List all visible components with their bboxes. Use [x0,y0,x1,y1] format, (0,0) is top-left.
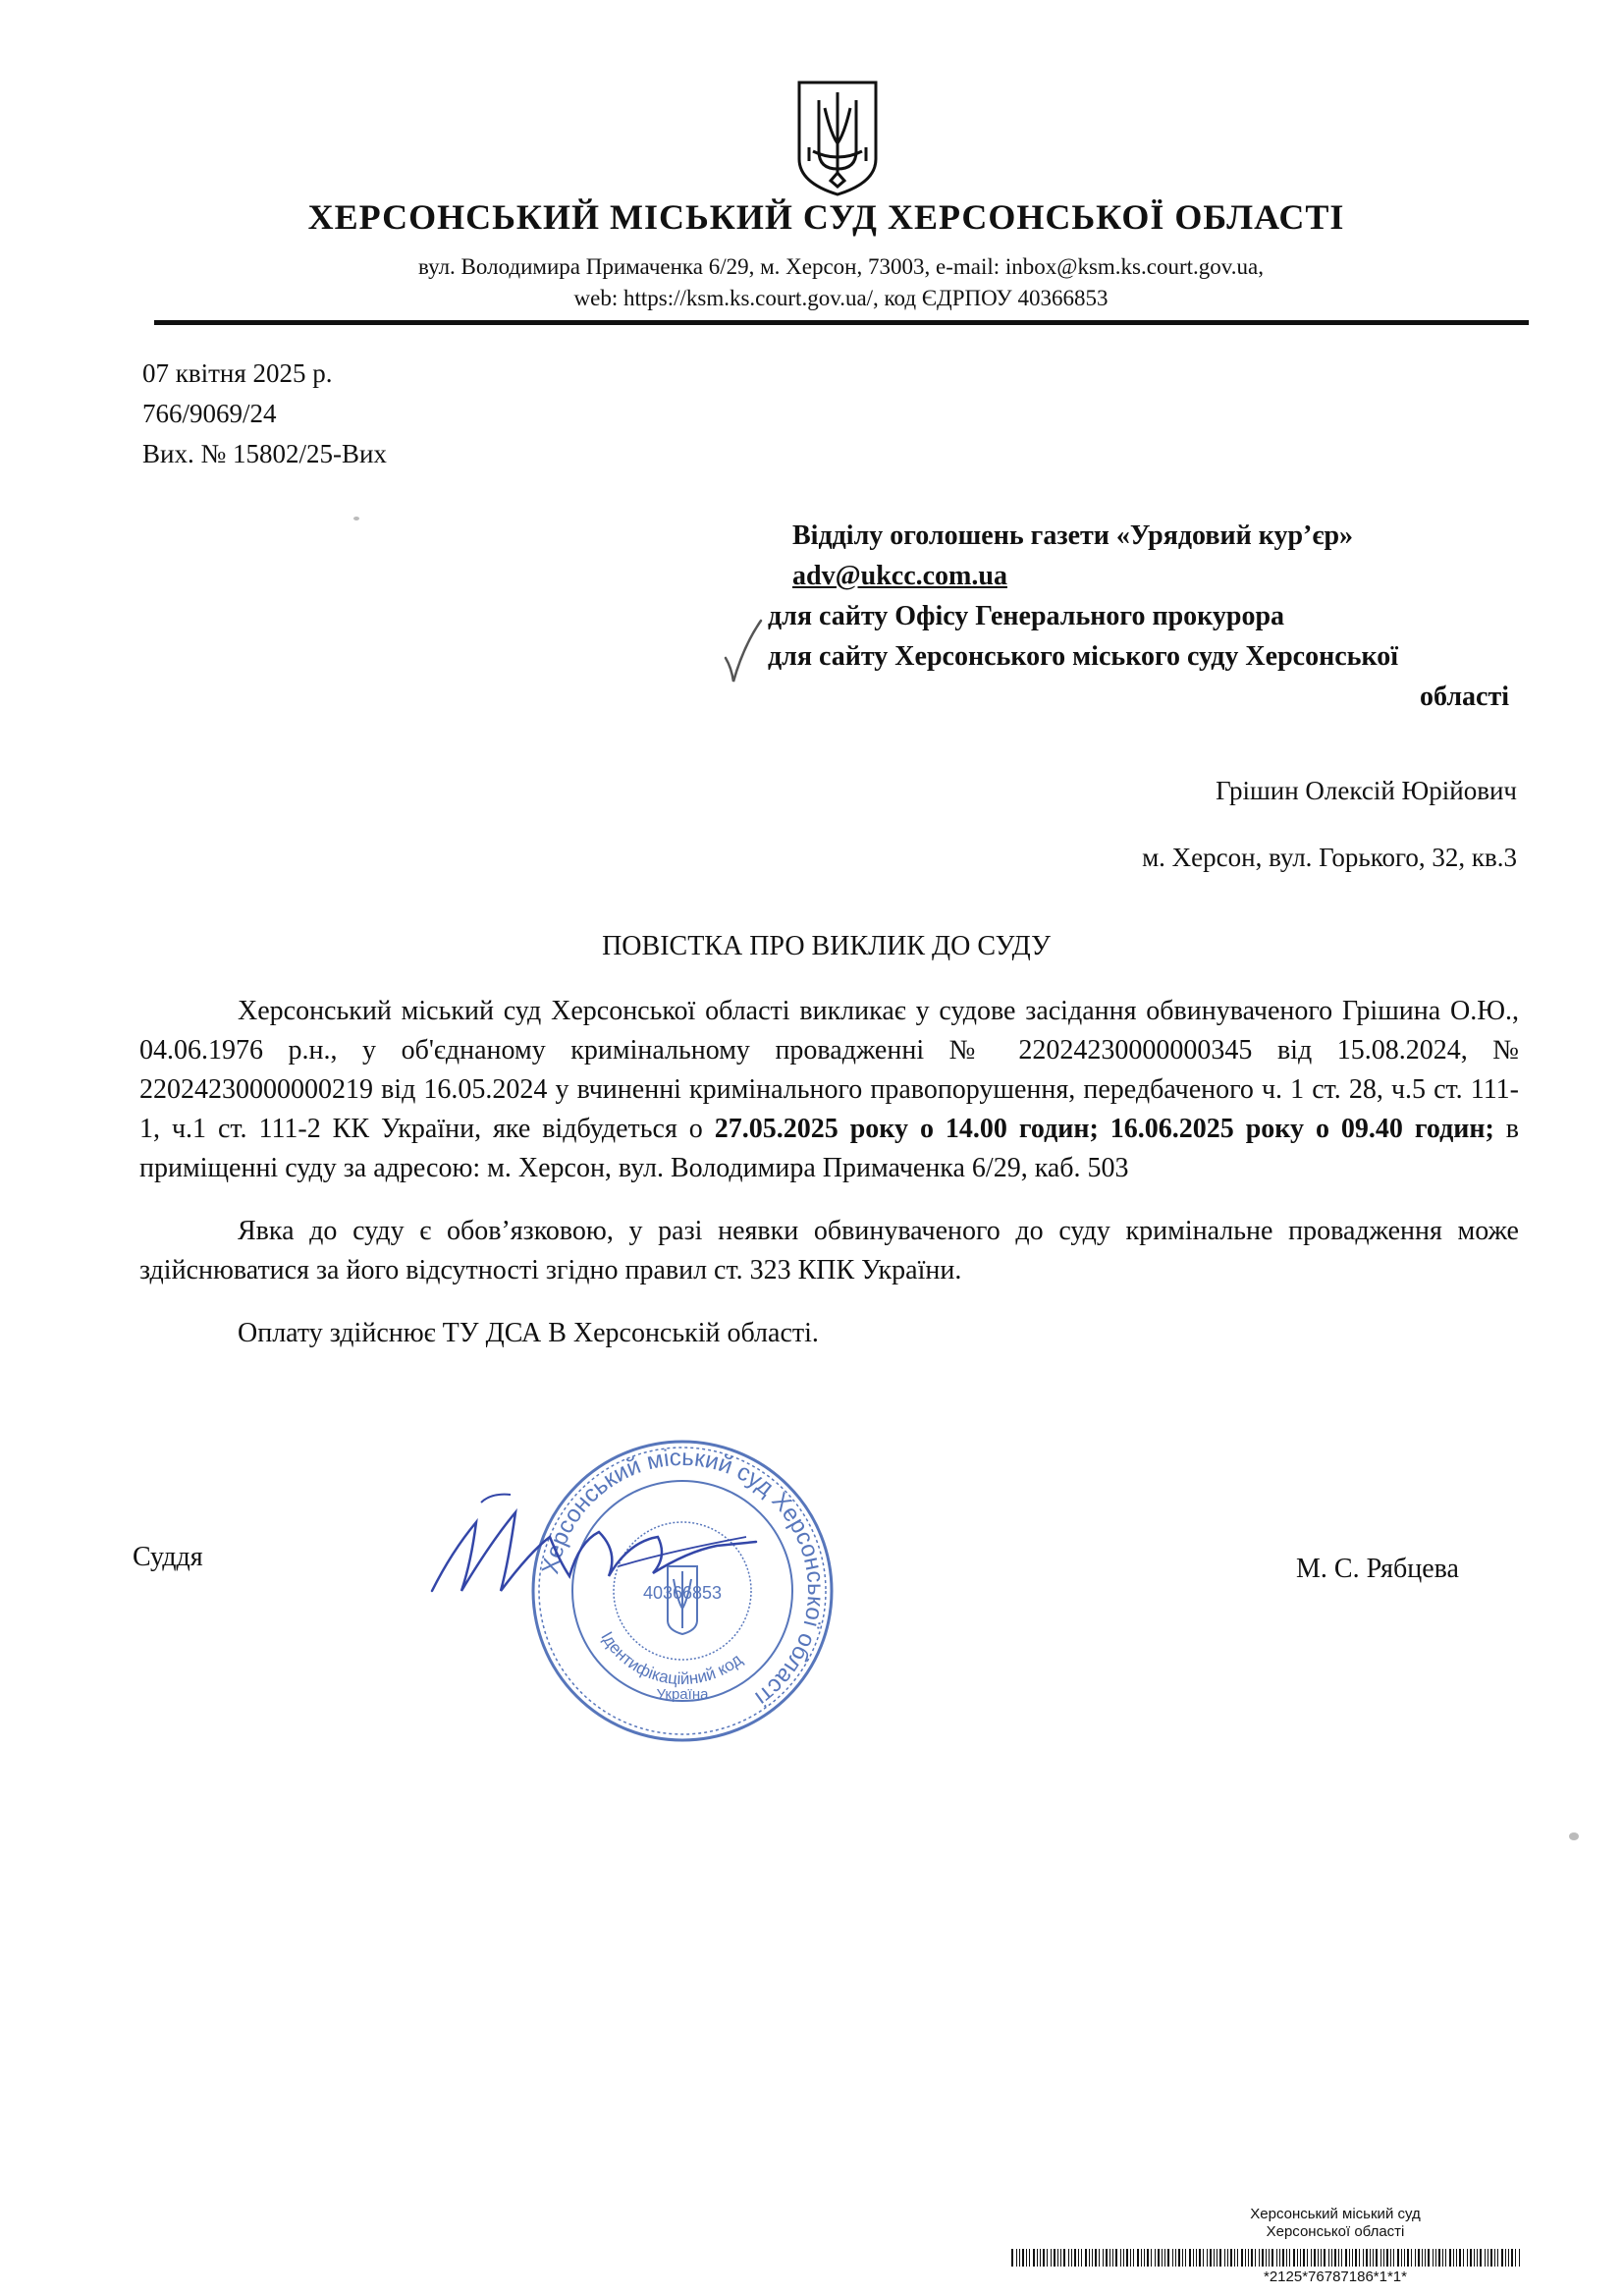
barcode-bar [1352,2249,1353,2267]
registry-court-name: Херсонський міський суд [1250,2206,1421,2222]
barcode-bar [1262,2249,1264,2267]
barcode-bar [1383,2249,1384,2267]
barcode-bar [1123,2249,1124,2267]
barcode-bar [1355,2249,1357,2267]
barcode-bar [1289,2249,1290,2267]
hearing-dates: 27.05.2025 року о 14.00 годин; 16.06.2025 року о 09.40 годин; [714,1114,1494,1144]
recipient-prosecutor-site: для сайту Офісу Генерального прокурора [768,601,1285,631]
barcode-bar [1463,2249,1464,2267]
barcode-bar [1370,2249,1371,2267]
barcode-bar [1515,2249,1516,2267]
court-address-line2: web: https://ksm.ks.court.gov.ua/, код ЄДРПОУ 40366853 [573,286,1109,310]
barcode-bar [1230,2249,1232,2267]
barcode-bar [1307,2249,1308,2267]
barcode-bar [1241,2249,1243,2267]
barcode-bar [1182,2249,1183,2267]
barcode-bar [1259,2249,1260,2267]
attendance-paragraph: Явка до суду є обов’язковою, у разі неявки обвинуваченого до суду кримінальне провадження може здійснюватися за його відсутності згідно правил ст. 323 КПК України. [139,1216,1519,1285]
barcode-bar [1043,2249,1045,2267]
document-body [139,992,1519,1377]
barcode-bar [1467,2249,1468,2267]
barcode-bar [1106,2249,1108,2267]
summons-text: Херсонський міський суд Херсонської області викликає у судове засідання обвинуваченого Грішина О.Ю., 04.06.1976 р.н., у об'єднаному кримінальному провадженні № 22024230000000345 від 15.08.2024, № 22024230000000219 від 16.05.2024 у вчиненні кримінального правопорушення, передбаченого ч. 1 ст. 28, ч.5 ст. 111-1, ч.1 ст. 111-2 КК України, яке відбудеться о [139,996,1519,1144]
barcode-bar [1234,2249,1235,2267]
barcode-bar [1237,2249,1238,2267]
barcode-bar [1397,2249,1399,2267]
barcode-bar [1162,2249,1163,2267]
barcode-bar [1040,2249,1041,2267]
barcode-bar [1407,2249,1409,2267]
barcode-bar [1328,2249,1329,2267]
document-title: ПОВІСТКА ПРО ВИКЛИК ДО СУДУ [602,931,1051,961]
barcode-bar [1255,2249,1256,2267]
barcode-bar [1029,2249,1030,2267]
barcode-bar [1453,2249,1454,2267]
barcode-bar [1293,2249,1295,2267]
barcode-bar [1112,2249,1113,2267]
barcode-bar [1390,2249,1391,2267]
barcode-bar [1175,2249,1176,2267]
summons-location: в приміщенні суду за адресою: м. Херсон, вул. Володимира Примаченка 6/29, каб. 503 [139,1114,1519,1183]
payment-paragraph: Оплату здійснює ТУ ДСА В Херсонській області. [238,1318,819,1348]
recipients-block [768,516,1534,717]
barcode-bar [1251,2249,1253,2267]
barcode-bar [1074,2249,1076,2267]
addressee-name: Грішин Олексій Юрійович [1216,776,1517,805]
coat-of-arms-icon [795,79,880,198]
barcode-bar [1245,2249,1246,2267]
barcode-bar [1314,2249,1316,2267]
barcode-bar [1477,2249,1478,2267]
barcode-bar [1331,2249,1332,2267]
barcode [1011,2249,1522,2267]
barcode-bar [1085,2249,1087,2267]
barcode-bar [1435,2249,1436,2267]
barcode-bar [1051,2249,1052,2267]
barcode-bar [1380,2249,1381,2267]
barcode-bar [1019,2249,1020,2267]
barcode-bar [1167,2249,1169,2267]
barcode-bar [1158,2249,1160,2267]
barcode-bar [1442,2249,1443,2267]
scan-speck [1569,1832,1579,1840]
barcode-bar [1494,2249,1495,2267]
barcode-bar [1422,2249,1423,2267]
barcode-bar [1115,2249,1117,2267]
barcode-bar [1054,2249,1055,2267]
barcode-bar [1099,2249,1100,2267]
barcode-bar [1386,2249,1388,2267]
barcode-bar [1219,2249,1221,2267]
recipient-email: adv@ukcc.com.ua [792,561,1007,591]
barcode-bar [1011,2249,1013,2267]
barcode-bar [1490,2249,1492,2267]
barcode-bar [1401,2249,1402,2267]
barcode-bar [1147,2249,1149,2267]
barcode-bar [1081,2249,1082,2267]
barcode-bar [1300,2249,1301,2267]
barcode-bar [1373,2249,1374,2267]
barcode-bar [1037,2249,1038,2267]
recipient-court-site: для сайту Херсонського міського суду Херсонської [768,641,1398,672]
barcode-bar [1026,2249,1027,2267]
document-meta [142,354,387,474]
document-date: 07 квітня 2025 р. [142,358,333,388]
recipient-newspaper: Відділу оголошень газети «Урядовий кур’єр» [792,520,1354,551]
header-rule [154,320,1529,325]
barcode-bar [1151,2249,1152,2267]
barcode-bar [1376,2249,1378,2267]
barcode-bar [1321,2249,1322,2267]
barcode-bar [1196,2249,1197,2267]
case-number: 766/9069/24 [142,399,277,428]
barcode-bar [1199,2249,1201,2267]
barcode-bar [1449,2249,1451,2267]
barcode-bar [1497,2249,1498,2267]
barcode-bar [1141,2249,1142,2267]
barcode-bar [1022,2249,1024,2267]
barcode-bar [1456,2249,1457,2267]
barcode-bar [1016,2249,1017,2267]
barcode-bar [1474,2249,1475,2267]
seal-code: 40366853 [642,1583,723,1603]
barcode-bar [1089,2249,1090,2267]
barcode-bar [1297,2249,1298,2267]
summons-paragraph [139,992,1519,1188]
barcode-bar [1318,2249,1319,2267]
barcode-bar [1224,2249,1225,2267]
barcode-bar [1063,2249,1065,2267]
barcode-bar [1057,2249,1058,2267]
barcode-bar [1485,2249,1486,2267]
barcode-bar [1207,2249,1208,2267]
barcode-bar [1303,2249,1305,2267]
barcode-bar [1480,2249,1482,2267]
checkmark-icon [722,617,765,685]
seal-outer-text: Херсонський міський суд Херсонської області [537,1444,830,1712]
barcode-bar [1103,2249,1104,2267]
court-name: ХЕРСОНСЬКИЙ МІСЬКИЙ СУД ХЕРСОНСЬКОЇ ОБЛАСТІ [307,197,1345,237]
barcode-bar [1095,2249,1097,2267]
barcode-bar [1428,2249,1430,2267]
barcode-bar [1445,2249,1446,2267]
barcode-bar [1266,2249,1267,2267]
barcode-bar [1338,2249,1339,2267]
barcode-bar [1071,2249,1072,2267]
barcode-bar [1248,2249,1249,2267]
barcode-bar [1349,2249,1350,2267]
barcode-bar [1501,2249,1503,2267]
barcode-bar [1189,2249,1191,2267]
barcode-bar [1193,2249,1194,2267]
barcode-bar [1137,2249,1139,2267]
barcode-bar [1282,2249,1284,2267]
barcode-bar [1324,2249,1325,2267]
barcode-bar [1511,2249,1513,2267]
barcode-bar [1126,2249,1128,2267]
barcode-bar [1363,2249,1364,2267]
barcode-bar [1415,2249,1416,2267]
barcode-bar [1438,2249,1440,2267]
barcode-bar [1433,2249,1434,2267]
addressee-address: м. Херсон, вул. Горького, 32, кв.3 [1142,843,1517,872]
barcode-bar [1185,2249,1186,2267]
barcode-bar [1334,2249,1336,2267]
judge-signature [422,1483,766,1611]
barcode-bar [1269,2249,1270,2267]
barcode-bar [1033,2249,1035,2267]
barcode-bar [1508,2249,1509,2267]
barcode-bar [1276,2249,1277,2267]
barcode-bar [1130,2249,1131,2267]
barcode-bar [1404,2249,1405,2267]
registry-region: Херсонської області [1266,2223,1405,2240]
barcode-bar [1470,2249,1472,2267]
barcode-text: *2125*76787186*1*1* [1264,2269,1407,2285]
barcode-bar [1120,2249,1121,2267]
seal-country: Україна [656,1686,709,1703]
judge-name: М. С. Рябцева [1296,1554,1459,1584]
barcode-bar [1366,2249,1368,2267]
barcode-bar [1279,2249,1280,2267]
barcode-bar [1092,2249,1093,2267]
barcode-bar [1060,2249,1061,2267]
barcode-bar [1214,2249,1215,2267]
barcode-bar [1164,2249,1165,2267]
barcode-bar [1133,2249,1134,2267]
barcode-bar [1227,2249,1228,2267]
barcode-bar [1311,2249,1312,2267]
barcode-bar [1210,2249,1212,2267]
barcode-bar [1271,2249,1273,2267]
barcode-bar [1459,2249,1461,2267]
barcode-bar [1418,2249,1420,2267]
court-address-line1: вул. Володимира Примаченка 6/29, м. Херсон, 73003, e-mail: inbox@ksm.ks.court.gov.ua, [418,254,1264,279]
barcode-bar [1359,2249,1360,2267]
barcode-bar [1341,2249,1342,2267]
barcode-bar [1047,2249,1048,2267]
barcode-bar [1155,2249,1156,2267]
barcode-bar [1068,2249,1069,2267]
barcode-bar [1078,2249,1079,2267]
barcode-bar [1286,2249,1287,2267]
barcode-bar [1519,2249,1520,2267]
signature-label: Суддя [133,1542,203,1572]
barcode-bar [1345,2249,1347,2267]
barcode-bar [1178,2249,1180,2267]
barcode-bar [1505,2249,1506,2267]
scan-speck [353,517,359,520]
barcode-bar [1109,2249,1110,2267]
court-address [0,251,1623,314]
seal-inner-text: Ідентифікаційний код [597,1628,746,1689]
recipient-court-site-cont: області [1420,682,1509,712]
outgoing-number: Вих. № 15802/25-Вих [142,439,387,468]
barcode-bar [1393,2249,1394,2267]
barcode-bar [1203,2249,1204,2267]
barcode-bar [1411,2249,1412,2267]
barcode-bar [1425,2249,1426,2267]
barcode-bar [1172,2249,1173,2267]
barcode-bar [1144,2249,1145,2267]
